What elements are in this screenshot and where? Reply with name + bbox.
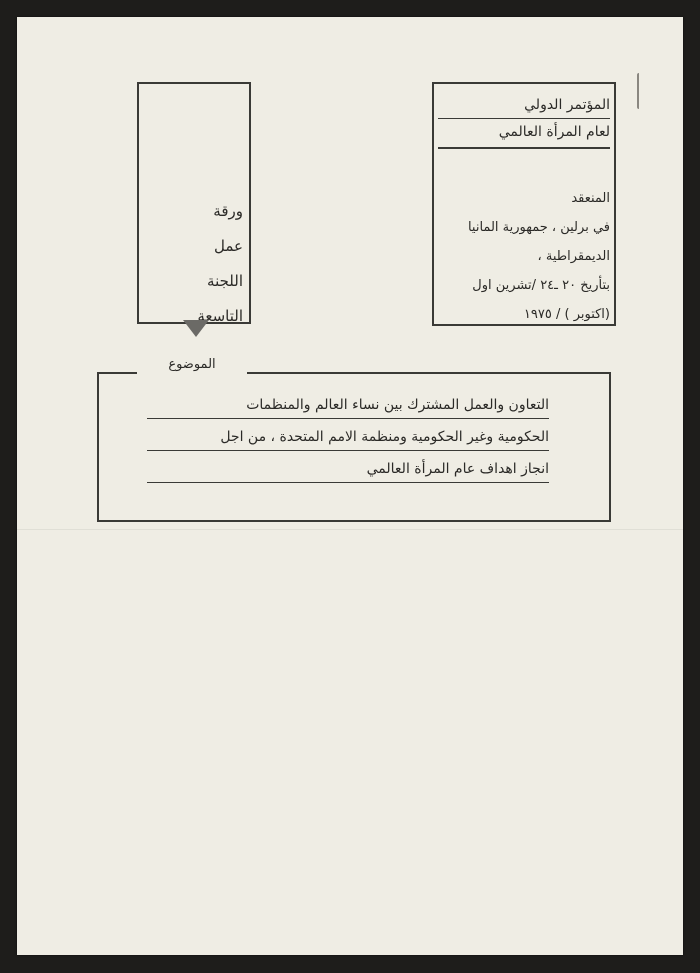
subject-text <box>147 392 549 488</box>
conference-box <box>432 82 616 326</box>
conference-date-line-1: بتأريخ ٢٠ ـ٢٤ /تشرين اول <box>472 278 610 293</box>
working-paper-line-3: اللجنة <box>207 272 243 290</box>
working-paper-box <box>137 82 251 324</box>
down-arrow-icon <box>183 320 209 337</box>
working-paper-line-4: التاسعة <box>197 307 243 325</box>
subject-line-3: انجاز اهداف عام المرأة العالمي <box>147 456 549 483</box>
conference-title-line-1: المؤتمر الدولي <box>438 92 610 119</box>
conference-heading <box>438 92 610 149</box>
working-paper-lines <box>143 194 243 334</box>
conference-location-line-1: في برلين ، جمهورية المانيا <box>467 220 610 235</box>
subject-label: الموضوع <box>137 355 247 375</box>
subject-line-1: التعاون والعمل المشترك بين نساء العالم والمنظمات <box>147 392 549 419</box>
subject-line-2: الحكومية وغير الحكومية ومنظمة الامم المتحدة ، من اجل <box>147 424 549 451</box>
working-paper-line-1: ورقة <box>213 202 243 220</box>
conference-held-label: المنعقد <box>571 191 610 206</box>
conference-details <box>436 184 610 329</box>
conference-date-line-2: (اكتوبر ) / ١٩٧٥ <box>523 307 610 322</box>
page-fold-line <box>17 529 683 530</box>
conference-title-line-2: لعام المرأة العالمي <box>438 119 610 149</box>
conference-location-line-2: الديمقراطية ، <box>537 249 610 264</box>
working-paper-line-2: عمل <box>214 237 243 255</box>
staple-mark <box>637 73 643 109</box>
document-page <box>17 17 683 955</box>
